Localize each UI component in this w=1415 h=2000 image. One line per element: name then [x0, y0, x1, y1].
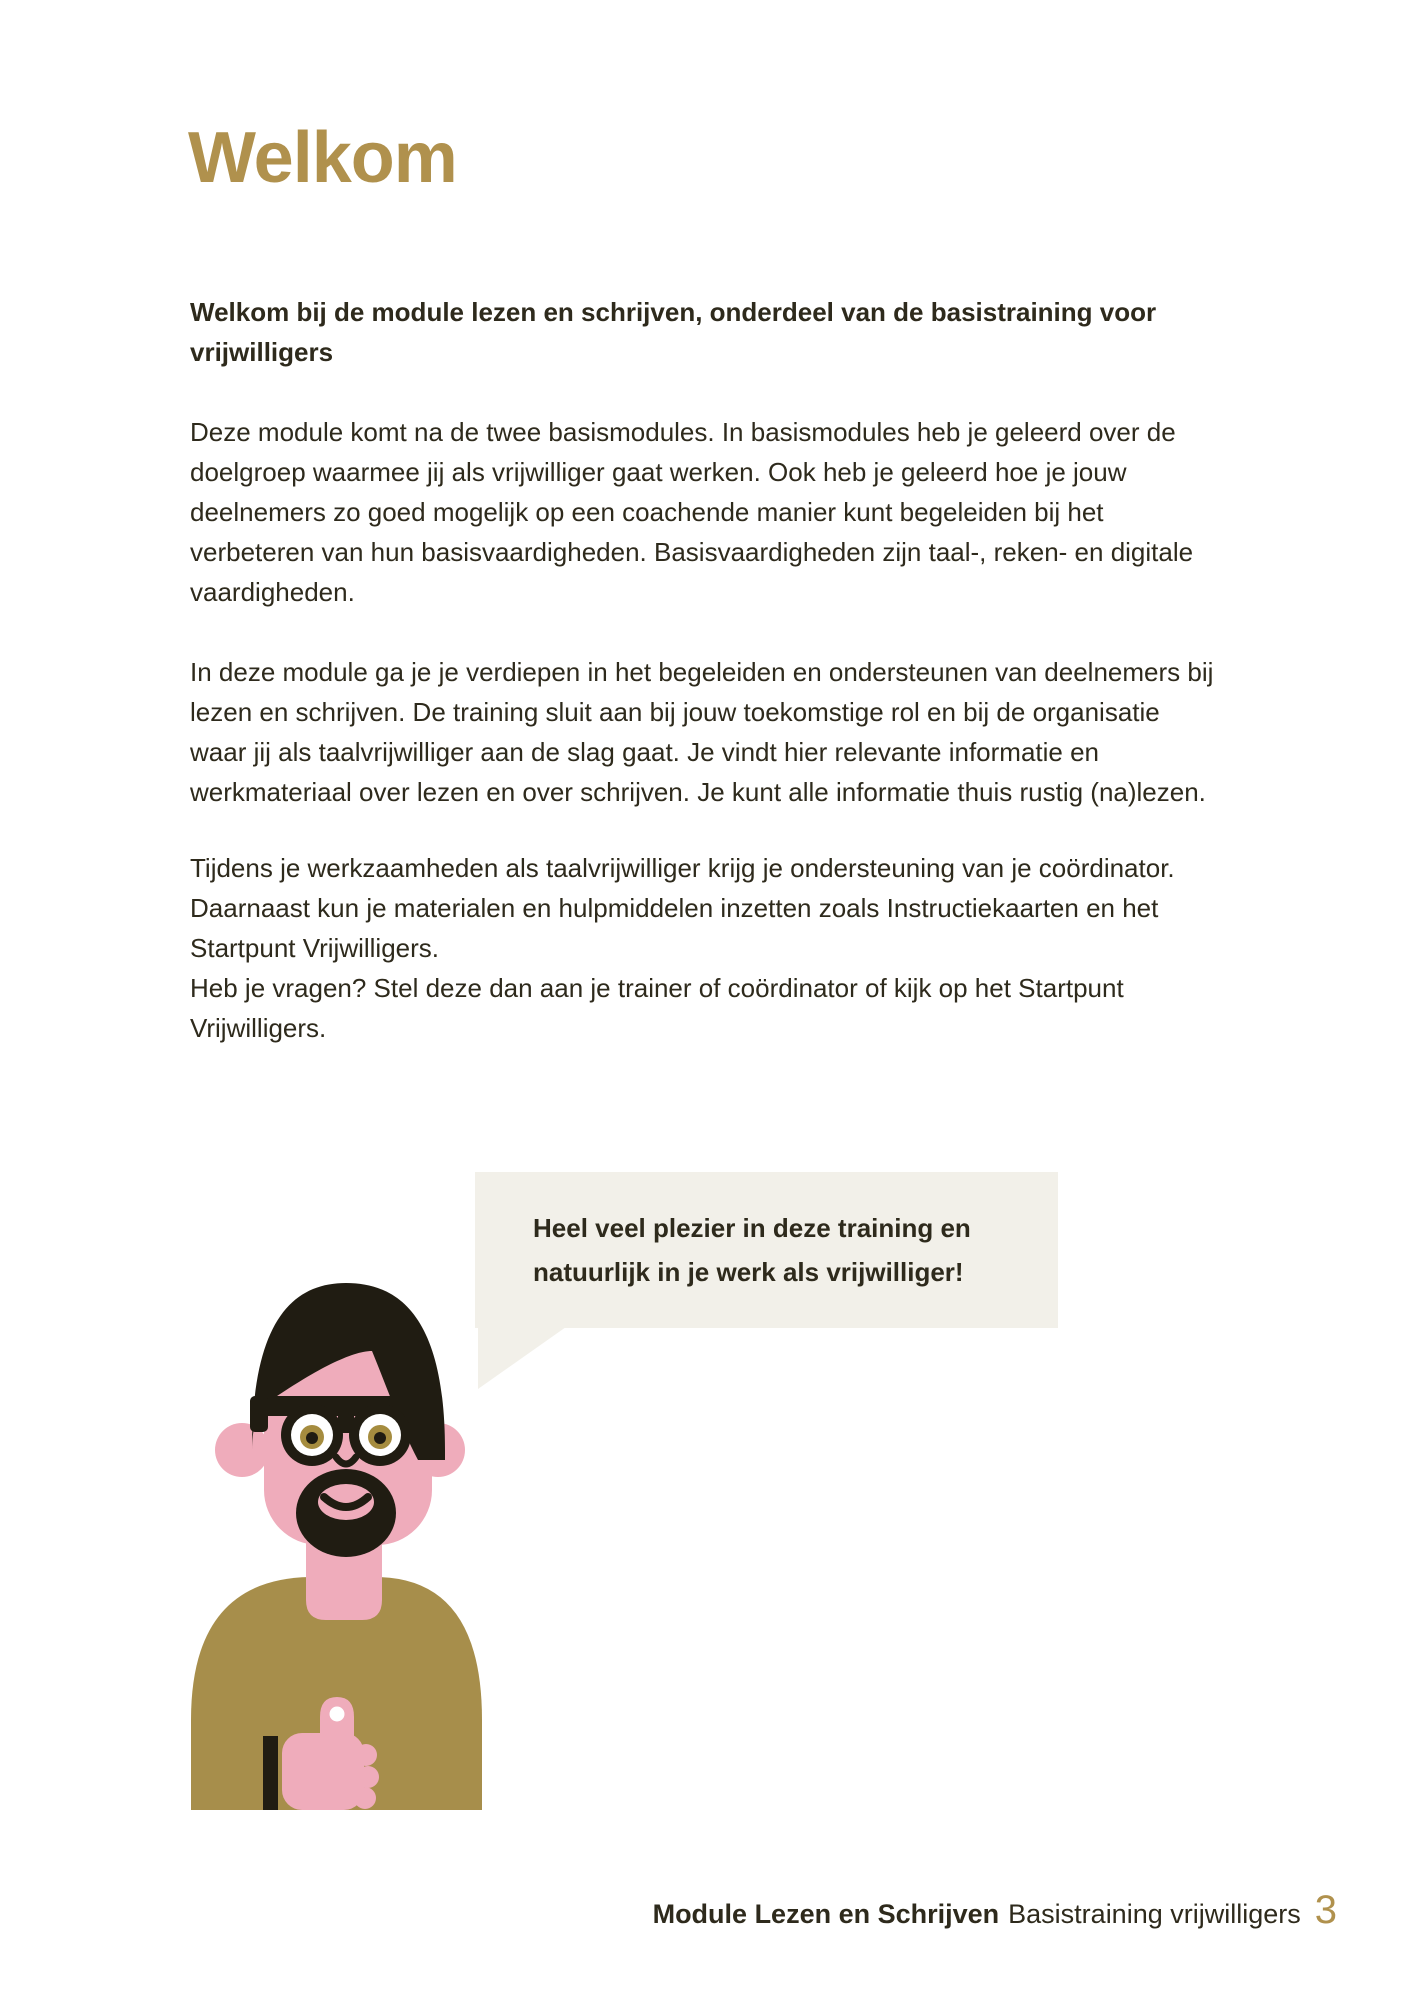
man-with-glasses-thumbs-up-illustration: [140, 1255, 500, 1815]
thumb-highlight-dot: [330, 1707, 345, 1722]
intro-bold-text: Welkom bij de module lezen en schrijven, onderdeel van de basistraining voor vrijwilligers: [190, 297, 1157, 367]
page-title: Welkom: [188, 118, 457, 198]
paragraph-2: In deze module ga je je verdiepen in het begeleiden en ondersteunen van deelnemers bij lezen en schrijven. De training sluit aan bij jouw toekomstige rol en bij de organisatie waar jij als taalvrijwilliger aan de slag gaat. Je vindt hier relevante informatie en werkmateriaal over lezen en over schrijven. Je kunt alle informatie thuis rustig (na)lezen.: [190, 657, 1214, 807]
sleeve-cuff: [263, 1736, 278, 1810]
footer-page-number: 3: [1314, 1888, 1337, 1932]
speech-bubble: [475, 1172, 1058, 1328]
paragraph-1: Deze module komt na de twee basismodules. In basismodules heb je geleerd over de doelgroep waarmee jij als vrijwilliger gaat werken. Ook heb je geleerd hoe je jouw deelnemers zo goed mogelijk op een coachende manier kunt begeleiden bij het verbeteren van hun basisvaardigheden. Basisvaardigheden zijn taal-, reken- en digitale vaardigheden.: [190, 417, 1194, 607]
speech-bubble-text: Heel veel plezier in deze training en natuurlijk in je werk als vrijwilliger!: [533, 1213, 971, 1287]
footer-training-label: Basistraining vrijwilligers: [1008, 1899, 1301, 1929]
page-footer: [653, 1888, 1337, 1933]
footer-module-label: Module Lezen en Schrijven: [652, 1899, 1000, 1929]
paragraph-3: Tijdens je werkzaamheden als taalvrijwilliger krijg je ondersteuning van je coördinator. Daarnaast kun je materialen en hulpmiddelen inzetten zoals Instructiekaarten en het Startpunt Vrijwilligers. Heb je vragen? Stel deze dan aan je trainer of coördinator of kijk op het Startpunt Vrijwilligers.: [190, 853, 1175, 1043]
mouth: [318, 1484, 374, 1520]
